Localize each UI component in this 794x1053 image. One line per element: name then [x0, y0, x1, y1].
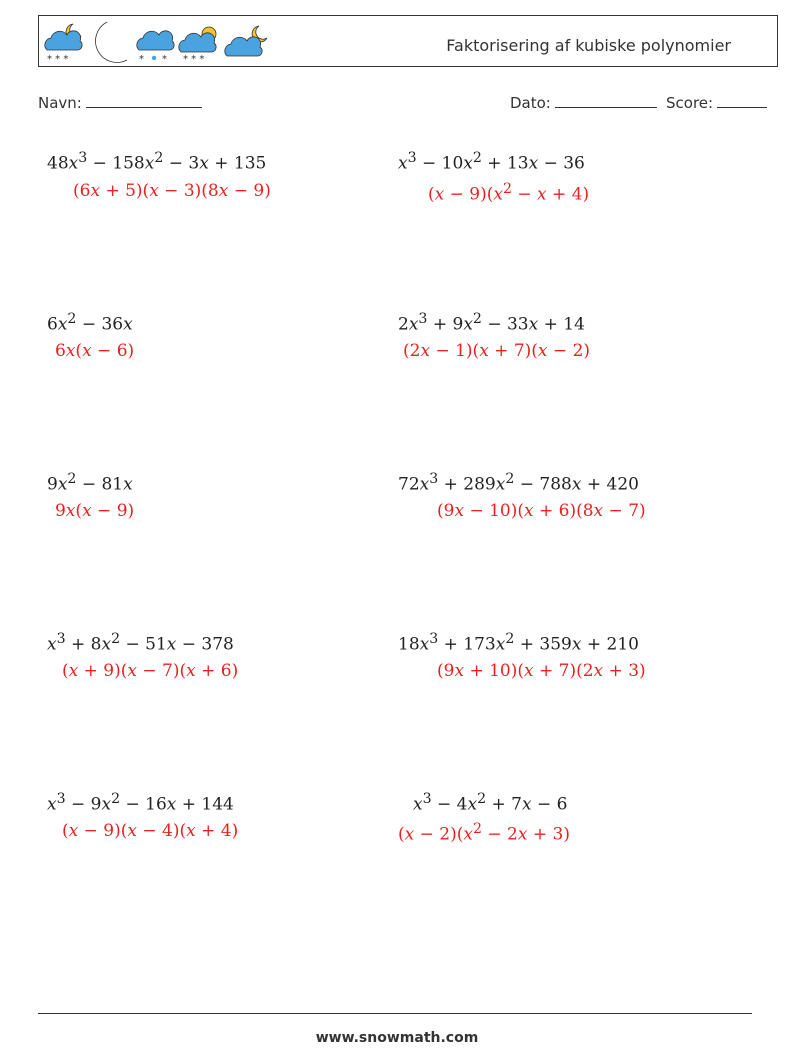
problem-answer: (2x − 1)(x + 7)(x − 2): [403, 341, 591, 361]
problem-answer: (x + 9)(x − 7)(x + 6): [62, 661, 239, 681]
crescent-moon-icon: [96, 22, 127, 62]
name-label: Navn:: [38, 94, 82, 112]
cloud-sun-snow-icon: [179, 27, 216, 64]
problem-question: $18x^3 + 173x^2 + 359x + 210$: [398, 631, 639, 655]
problem-question: $2x^3 + 9x^2 - 33x + 14$: [398, 311, 585, 335]
date-label: Dato:: [510, 94, 551, 112]
problem-answer: $(x - 2)(x^2 - 2x + 3)$: [398, 821, 570, 845]
problem-answer: 9x(x − 9): [55, 501, 135, 521]
problem-answer: (x − 9)(x − 4)(x + 4): [62, 821, 239, 841]
svg-text:*: *: [162, 54, 167, 64]
problem-question: $6x^2 - 36x$: [47, 311, 133, 335]
problem-answer: (9x + 10)(x + 7)(2x + 3): [437, 661, 646, 681]
score-field: [666, 93, 767, 112]
footer-url[interactable]: www.snowmath.com: [315, 1030, 479, 1046]
problem-answer: (6x + 5)(x − 3)(8x − 9): [73, 181, 271, 201]
problem-question: $72x^3 + 289x^2 - 788x + 420$: [398, 471, 639, 495]
cloud-moon-snow-icon: [45, 24, 82, 64]
score-label: Score:: [666, 94, 714, 112]
weather-icons: [41, 18, 271, 64]
date-blank[interactable]: [555, 93, 657, 108]
worksheet-header: [38, 15, 778, 67]
footer-divider: [38, 1013, 752, 1014]
problem-question: $9x^2 - 81x$: [47, 471, 133, 495]
date-field: [510, 93, 657, 112]
cloud-rain-snow-icon: [137, 31, 174, 64]
svg-text:*: *: [139, 54, 144, 64]
problem-question: $x^3 - 10x^2 + 13x - 36$: [398, 150, 585, 174]
problem-answer: 6x(x − 6): [55, 341, 135, 361]
score-blank[interactable]: [717, 93, 767, 108]
name-field: [38, 93, 202, 112]
problem-answer: (9x − 10)(x + 6)(8x − 7): [437, 501, 646, 521]
problem-question: $x^3 - 9x^2 - 16x + 144$: [47, 791, 234, 815]
svg-text:* * *: * * *: [183, 54, 205, 64]
cloud-moon-icon: [225, 26, 267, 56]
name-blank[interactable]: [86, 93, 202, 108]
problem-question: $48x^3 - 158x^2 - 3x + 135$: [47, 150, 267, 174]
problem-question: $x^3 - 4x^2 + 7x - 6$: [413, 791, 568, 815]
worksheet-title: Faktorisering af kubiske polynomier: [446, 36, 731, 55]
problem-question: $x^3 + 8x^2 - 51x - 378$: [47, 631, 234, 655]
svg-text:* * *: * * *: [47, 54, 69, 64]
problem-answer: $(x - 9)(x^2 - x + 4)$: [428, 181, 590, 205]
